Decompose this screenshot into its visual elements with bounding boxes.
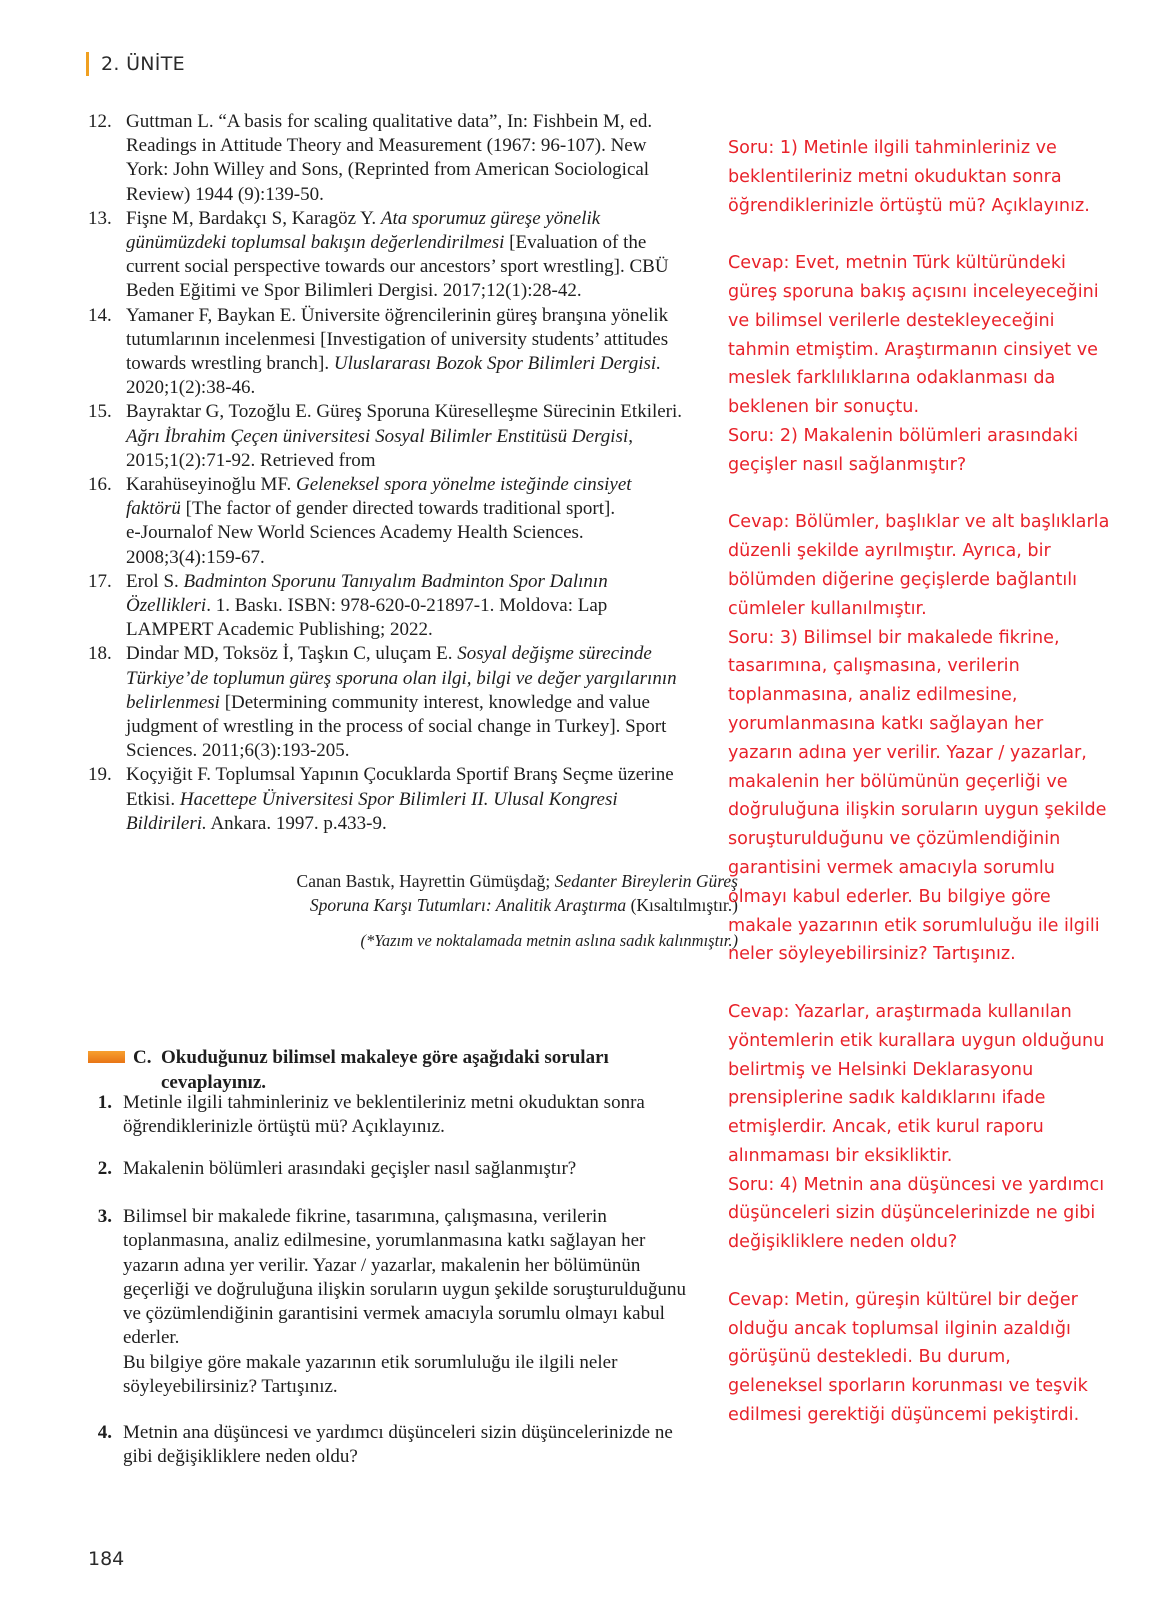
answer-line: Soru: 1) Metinle ilgili tahminleriniz ve: [728, 138, 1057, 158]
reference-line: [126, 788, 728, 812]
question-text: [123, 1157, 576, 1181]
question-line: Metinle ilgili tahminleriniz ve beklentileriniz metni okuduktan sonra: [123, 1092, 645, 1113]
answer-line: prensiplerine sadık kaldıklarını ifade: [728, 1088, 1046, 1109]
reference-plain-text: 2015;1(2):71-92. Retrieved from: [126, 449, 376, 471]
reference-line: [126, 449, 728, 473]
reference-item: [88, 207, 728, 304]
reference-line: [126, 763, 728, 787]
source-title-part-2: Sporuna Karşı Tutumları: Analitik Araştırma: [309, 895, 627, 915]
reference-line: [126, 546, 728, 570]
question-item: [88, 1157, 576, 1181]
section-title-line: cevaplayınız.: [161, 1072, 267, 1093]
answer-line: edilmesi gerektiği düşüncemi pekiştirdi.: [728, 1405, 1080, 1426]
reference-italic-text: Bildirileri.: [126, 812, 207, 834]
answer-line: meslek farklılıklarına odaklanması da: [728, 368, 1056, 389]
question-line: Metnin ana düşüncesi ve yardımcı düşünceleri sizin düşüncelerinizde ne: [123, 1422, 673, 1443]
answer-line: Soru: 3) Bilimsel bir makalede fikrine,: [728, 627, 1060, 648]
reference-line: [126, 667, 728, 691]
reference-plain-text: . 1. Baskı. ISBN: 978-620-0-21897-1. Moldova: Lap: [206, 595, 608, 617]
reference-plain-text: Erol S.: [126, 570, 184, 592]
reference-plain-text: Beden Eğitimi ve Spor Bilimleri Dergisi. 2017;12(1):28-42.: [126, 280, 582, 302]
question-line: söyleyebilirsiniz? Tartışınız.: [123, 1376, 338, 1398]
reference-number: 15.: [88, 401, 112, 423]
section-letter: C.: [133, 1047, 152, 1068]
page-number: 184: [88, 1548, 125, 1570]
reference-number: 12.: [88, 111, 112, 132]
reference-italic-text: Badminton Sporunu Tanıyalım Badminton Spor Dalının: [183, 570, 608, 592]
reference-line: [126, 497, 728, 521]
question-item: [88, 1091, 645, 1140]
reference-plain-text: LAMPERT Academic Publishing; 2022.: [126, 619, 433, 641]
answer-overlay: [728, 134, 1148, 1430]
reference-plain-text: 2020;1(2):38-46.: [126, 377, 256, 399]
answer-line: makalenin her bölümünün geçerliği ve: [728, 771, 1068, 792]
reference-item: [88, 304, 728, 401]
answer-line: güreş sporuna bakış açısını inceleyeceğini: [728, 281, 1099, 302]
reference-number: 13.: [88, 207, 112, 229]
reference-plain-text: judgment of wrestling in the process of social change in Turkey]. Sport: [126, 716, 667, 738]
answer-gap: [728, 969, 1148, 998]
reference-plain-text: Guttman L. “A basis for scaling qualitative data”, In: Fishbein M, ed.: [126, 111, 653, 132]
reference-line: [126, 231, 728, 255]
question-item: [88, 1205, 686, 1399]
reference-plain-text: Koçyiğit F. Toplumsal Yapının Çocuklarda Sportif Branş Seçme üzerine: [126, 764, 674, 786]
reference-italic-text: faktörü: [126, 498, 181, 520]
reference-line: [126, 279, 728, 303]
question-line: öğrendiklerinizle örtüştü mü? Açıklayınız.: [123, 1116, 445, 1138]
answer-line: Cevap: Evet, metnin Türk kültüründeki: [728, 253, 1066, 274]
answer-line: değişikliklere neden oldu?: [728, 1232, 958, 1253]
reference-plain-text: tutumlarının incelenmesi [Investigation of university students’ attitudes: [126, 328, 669, 350]
reference-plain-text: Etkisi.: [126, 788, 180, 810]
question-text: [123, 1205, 686, 1399]
reference-line: [126, 158, 728, 182]
source-authors: Canan Bastık, Hayrettin Gümüşdağ;: [296, 871, 555, 891]
reference-line: [126, 376, 728, 400]
reference-italic-text: Ata sporumuz güreşe yönelik: [380, 207, 601, 229]
reference-number: 16.: [88, 474, 112, 496]
section-title-line: Okuduğunuz bilimsel makaleye göre aşağıdaki soruları: [161, 1047, 609, 1068]
reference-line: [126, 328, 728, 352]
source-line-2: [160, 893, 738, 917]
section-accent-bar: [88, 1051, 125, 1063]
answer-line: toplanmasına, analiz edilmesine,: [728, 685, 1018, 706]
question-item: [88, 1421, 673, 1470]
answer-line: görüşünü destekledi. Bu durum,: [728, 1347, 1011, 1368]
reference-number: 17.: [88, 570, 112, 592]
reference-italic-text: Uluslararası Bozok Spor Bilimleri Dergisi.: [333, 353, 661, 375]
question-line: ederler.: [123, 1327, 180, 1349]
source-citation: [160, 869, 738, 953]
reference-plain-text: towards wrestling branch].: [126, 353, 334, 375]
reference-line: [126, 352, 728, 376]
reference-line: [126, 642, 728, 666]
answer-line: tahmin etmiştim. Araştırmanın cinsiyet ve: [728, 339, 1098, 360]
reference-item: [88, 473, 728, 570]
reference-line: [126, 739, 728, 763]
source-title-part-1: Sedanter Bireylerin Güreş: [554, 871, 738, 891]
answer-line: belirtmiş ve Helsinki Deklarasyonu: [728, 1059, 1034, 1080]
reference-italic-text: günümüzdeki toplumsal bakışın değerlendirilmesi: [126, 232, 505, 254]
reference-italic-text: Geleneksel spora yönelme isteğinde cinsiyet: [296, 474, 632, 496]
reference-plain-text: York: John Willey and Sons, (Reprinted from American Sociological: [126, 159, 650, 181]
question-text: [123, 1091, 645, 1140]
question-number-text: 3.: [97, 1206, 112, 1227]
answer-line: Cevap: Metin, güreşin kültürel bir değer: [728, 1289, 1078, 1310]
source-abridged: (Kısaltılmıştır.): [626, 895, 738, 915]
question-number-text: 1.: [97, 1092, 112, 1113]
reference-plain-text: Dindar MD, Toksöz İ, Taşkın C, uluçam E.: [126, 643, 458, 665]
reference-line: [126, 812, 728, 836]
answer-gap: [728, 1257, 1148, 1286]
reference-line: [126, 691, 728, 715]
reference-plain-text: current social perspective towards our ancestors’ sport wrestling]. CBÜ: [126, 256, 669, 278]
question-number-text: 2.: [97, 1158, 112, 1179]
answer-line: öğrendiklerinizle örtüştü mü? Açıklayınız.: [728, 195, 1090, 216]
reference-plain-text: e-Journalof New World Sciences Academy Health Sciences.: [126, 522, 584, 544]
reference-line: [126, 473, 728, 497]
answer-line: Cevap: Yazarlar, araştırmada kullanılan: [728, 1001, 1072, 1022]
reference-line: [126, 594, 728, 618]
reference-number: 18.: [88, 643, 112, 665]
reference-plain-text: Readings in Attitude Theory and Measurement (1967: 96-107). New: [126, 135, 647, 157]
reference-line: [126, 715, 728, 739]
reference-text: [126, 110, 728, 207]
reference-text: [126, 642, 728, 763]
answer-gap: [728, 220, 1148, 249]
answer-line: geçişler nasıl sağlanmıştır?: [728, 454, 967, 475]
answer-line: neler söyleyebilirsiniz? Tartışınız.: [728, 944, 1016, 965]
answer-line: garantisini vermek amacıyla sorumlu: [728, 857, 1055, 878]
answer-line: etmişlerdir. Ancak, etik kurul raporu: [728, 1117, 1044, 1138]
reference-text: [126, 400, 728, 473]
reference-line: [126, 304, 728, 328]
reference-italic-text: Hacettepe Üniversitesi Spor Bilimleri II. Ulusal Kongresi: [179, 788, 618, 810]
question-line: toplanmasına, analiz edilmesine, yorumlanmasına katkı sağlayan her: [123, 1230, 646, 1252]
reference-item: [88, 642, 728, 763]
reference-text: [126, 473, 728, 570]
answer-line: olmayı kabul ederler. Bu bilgiye göre: [728, 886, 1051, 907]
question-number: [88, 1205, 123, 1399]
reference-line: [126, 618, 728, 642]
answer-line: soruşturulduğunu ve çözümlendiğinin: [728, 829, 1061, 850]
section-c: [88, 1045, 728, 1468]
reference-line: [126, 207, 728, 231]
reference-plain-text: [Determining community interest, knowledge and value: [219, 691, 650, 713]
answer-line: Soru: 2) Makalenin bölümleri arasındaki: [728, 425, 1079, 446]
unit-accent-bar: [86, 52, 89, 76]
question-line: yazarın adına yer verilir. Yazar / yazarlar, makalenin her bölümünün: [123, 1254, 641, 1276]
reference-italic-text: Sosyal değişme sürecinde: [457, 643, 652, 665]
source-note: (*Yazım ve noktalamada metnin aslına sadık kalınmıştır.): [360, 931, 738, 950]
reference-line: [126, 110, 728, 134]
reference-plain-text: Karahüseyinoğlu MF.: [126, 474, 296, 496]
reference-plain-text: [Evaluation of the: [504, 232, 647, 254]
reference-italic-text: Türkiye’de toplumun güreş sporuna olan ilgi, bilgi ve değer yargılarının: [126, 667, 677, 689]
reference-plain-text: 2008;3(4):159-67.: [126, 546, 265, 568]
question-number: [88, 1421, 123, 1470]
reference-number: 14.: [88, 304, 112, 326]
answer-line: Soru: 4) Metnin ana düşüncesi ve yardımcı: [728, 1174, 1105, 1195]
question-number: [88, 1157, 123, 1181]
reference-plain-text: Bayraktar G, Tozoğlu E. Güreş Sporuna Küreselleşme Sürecinin Etkileri.: [126, 401, 683, 423]
question-line: geçerliği ve doğruluğuna ilişkin soruların uygun şekilde soruşturulduğunu: [123, 1278, 687, 1300]
answer-line: olduğu ancak toplumsal ilginin azaldığı: [728, 1318, 1071, 1339]
answer-line: Cevap: Bölümler, başlıklar ve alt başlıklarla: [728, 512, 1110, 533]
source-line-1: [160, 869, 738, 893]
reference-text: [126, 207, 728, 304]
answer-line: düzenli şekilde ayrılmıştır. Ayrıca, bir: [728, 541, 1051, 562]
reference-plain-text: Sciences. 2011;6(3):193-205.: [126, 740, 350, 762]
answer-line: yöntemlerin etik kurallara uygun olduğunu: [728, 1030, 1105, 1051]
answer-line: ve bilimsel verilerle destekleyeceğini: [728, 310, 1055, 331]
answer-line: doğruluğuna ilişkin soruların uygun şekilde: [728, 800, 1107, 821]
reference-number: 19.: [88, 764, 112, 786]
reference-line: [126, 521, 728, 545]
question-text: [123, 1421, 673, 1470]
reference-plain-text: Ankara. 1997. p.433-9.: [206, 812, 387, 834]
reference-item: [88, 570, 728, 643]
answer-line: alınmaması bir eksikliktir.: [728, 1145, 953, 1166]
reference-line: [126, 134, 728, 158]
answer-line: geleneksel sporların korunması ve teşvik: [728, 1376, 1088, 1397]
reference-list: [88, 110, 728, 836]
reference-plain-text: Fişne M, Bardakçı S, Karagöz Y.: [126, 207, 381, 229]
reference-plain-text: Yamaner F, Baykan E. Üniversite öğrencilerinin güreş branşına yönelik: [126, 304, 669, 326]
question-line: Makalenin bölümleri arasındaki geçişler nasıl sağlanmıştır?: [123, 1158, 577, 1179]
reference-text: [126, 763, 728, 836]
answer-line: makale yazarının etik sorumluluğu ile ilgili: [728, 915, 1100, 936]
reference-item: [88, 763, 728, 836]
answer-line: yazarın adına yer verilir. Yazar / yazarlar,: [728, 742, 1087, 763]
answer-line: tasarımına, çalışmasına, verilerin: [728, 656, 1020, 677]
section-title: [161, 1045, 609, 1095]
reference-line: [126, 425, 728, 449]
answer-line: beklentileriniz metni okuduktan sonra: [728, 166, 1062, 187]
question-line: Bu bilgiye göre makale yazarının etik sorumluluğu ile ilgili neler: [123, 1351, 618, 1373]
answer-line: cümleler kullanılmıştır.: [728, 598, 927, 619]
reference-italic-text: Özellikleri: [126, 595, 207, 617]
question-line: ve çözümlendiğinin garantisini vermek amacıyla sorumlu olmayı kabul: [123, 1303, 665, 1325]
reference-italic-text: Ağrı İbrahim Çeçen üniversitesi Sosyal Bilimler Enstitüsü Dergisi: [126, 425, 629, 447]
reference-item: [88, 400, 728, 473]
reference-text: [126, 570, 728, 643]
question-line: gibi değişikliklere neden oldu?: [123, 1446, 358, 1468]
reference-plain-text: ,: [628, 425, 633, 447]
reference-line: [126, 183, 728, 207]
section-c-heading: [88, 1045, 728, 1095]
reference-line: [126, 400, 728, 424]
reference-text: [126, 304, 728, 401]
answer-line: düşünceleri sizin düşüncelerinizde ne gibi: [728, 1203, 1096, 1224]
unit-header: [86, 50, 185, 78]
reference-item: [88, 110, 728, 207]
reference-italic-text: belirlenmesi: [126, 691, 220, 713]
question-number: [88, 1091, 123, 1140]
reference-line: [126, 570, 728, 594]
reference-line: [126, 255, 728, 279]
unit-title: 2. ÜNİTE: [101, 53, 185, 75]
question-line: Bilimsel bir makalede fikrine, tasarımına, çalışmasına, verilerin: [123, 1206, 607, 1227]
answer-line: beklenen bir sonuçtu.: [728, 397, 920, 418]
answer-line: bölümden diğerine geçişlerde bağlantılı: [728, 569, 1078, 590]
question-number-text: 4.: [97, 1422, 112, 1443]
answer-gap: [728, 480, 1148, 509]
reference-plain-text: [The factor of gender directed towards traditional sport].: [180, 498, 616, 520]
reference-plain-text: Review) 1944 (9):139-50.: [126, 183, 324, 205]
answer-line: yorumlanmasına katkı sağlayan her: [728, 713, 1044, 734]
